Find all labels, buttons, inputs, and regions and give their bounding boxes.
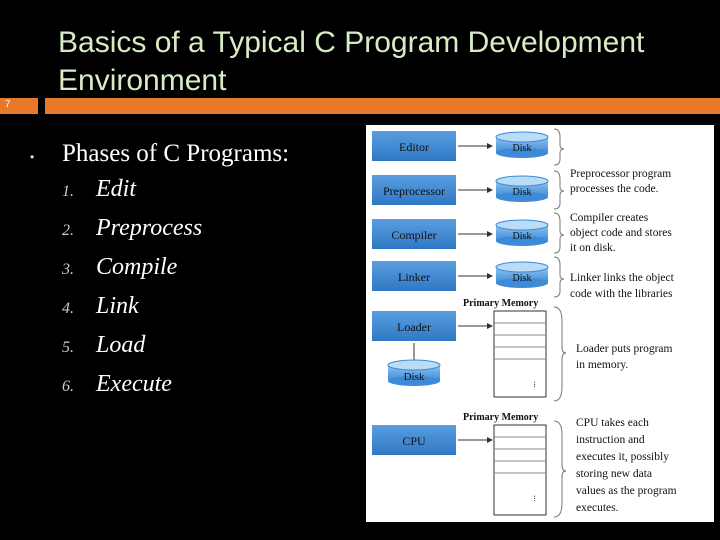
disk-label: Disk (512, 187, 532, 198)
cpu-note-line: values as the program (576, 485, 677, 497)
phase-number: 3. (62, 261, 74, 278)
linker-note-line: code with the libraries (570, 288, 673, 300)
cpu-note-line: executes. (576, 502, 619, 514)
phase-label: Compile (96, 254, 178, 280)
preprocessor-note-line: processes the code. (570, 183, 659, 195)
phase-label: Edit (96, 176, 136, 202)
cpu-note-line: storing new data (576, 468, 653, 480)
phase-label: Load (96, 332, 146, 358)
loader-note-line: Loader puts program (576, 343, 673, 355)
cpu-note-line: instruction and (576, 434, 645, 446)
compiler-label: Compiler (391, 228, 437, 242)
linker-note-line: Linker links the object (570, 272, 674, 284)
title-divider-bar (45, 98, 720, 114)
primary-memory-label: Primary Memory (463, 298, 539, 309)
phases-heading: Phases of C Programs: (62, 140, 290, 167)
disk-label: Disk (512, 143, 532, 154)
disk-icon (496, 262, 548, 288)
phase-item (62, 176, 202, 215)
cpu-label: CPU (402, 434, 426, 448)
phase-item (62, 371, 202, 410)
editor-label: Editor (399, 140, 429, 154)
phase-item (62, 254, 202, 293)
c-development-diagram (366, 125, 714, 522)
loader-note-line: in memory. (576, 359, 629, 371)
phase-number: 5. (62, 339, 74, 356)
disk-label: Disk (403, 371, 425, 383)
compiler-note-line: it on disk. (570, 242, 616, 254)
diagram-canvas (366, 125, 714, 522)
memory-ellipsis: ... (532, 381, 542, 388)
phase-label: Preprocess (96, 215, 203, 241)
slide-title: Basics of a Typical C Program Development Environment (58, 26, 645, 97)
disk-icon (496, 176, 548, 202)
cpu-note-line: CPU takes each (576, 417, 649, 429)
linker-label: Linker (398, 270, 430, 284)
disk-label: Disk (512, 231, 532, 242)
cpu-note-line: executes it, possibly (576, 451, 669, 463)
memory-ellipsis: ... (532, 495, 542, 502)
phase-braces (554, 129, 566, 517)
phases-list (62, 176, 202, 410)
disk-icon (388, 360, 440, 386)
slide-number: 7 (5, 99, 11, 110)
compiler-note-line: object code and stores (570, 227, 672, 239)
phase-number: 2. (62, 222, 74, 239)
phase-item (62, 215, 202, 254)
compiler-note-line: Compiler creates (570, 212, 649, 224)
phase-number: 4. (62, 300, 74, 317)
loader-label: Loader (397, 320, 431, 334)
phase-number: 6. (62, 378, 74, 395)
disk-label: Disk (512, 273, 532, 284)
preprocessor-note-line: Preprocessor program (570, 168, 672, 180)
phase-label: Execute (96, 371, 172, 397)
phase-item (62, 293, 202, 332)
bullet-marker: • (30, 150, 35, 164)
phase-label: Link (96, 293, 139, 319)
disk-icon (496, 220, 548, 246)
phase-number: 1. (62, 183, 74, 200)
phase-item (62, 332, 202, 371)
disk-icon (496, 132, 548, 158)
primary-memory-label: Primary Memory (463, 412, 539, 423)
preprocessor-label: Preprocessor (383, 184, 445, 198)
